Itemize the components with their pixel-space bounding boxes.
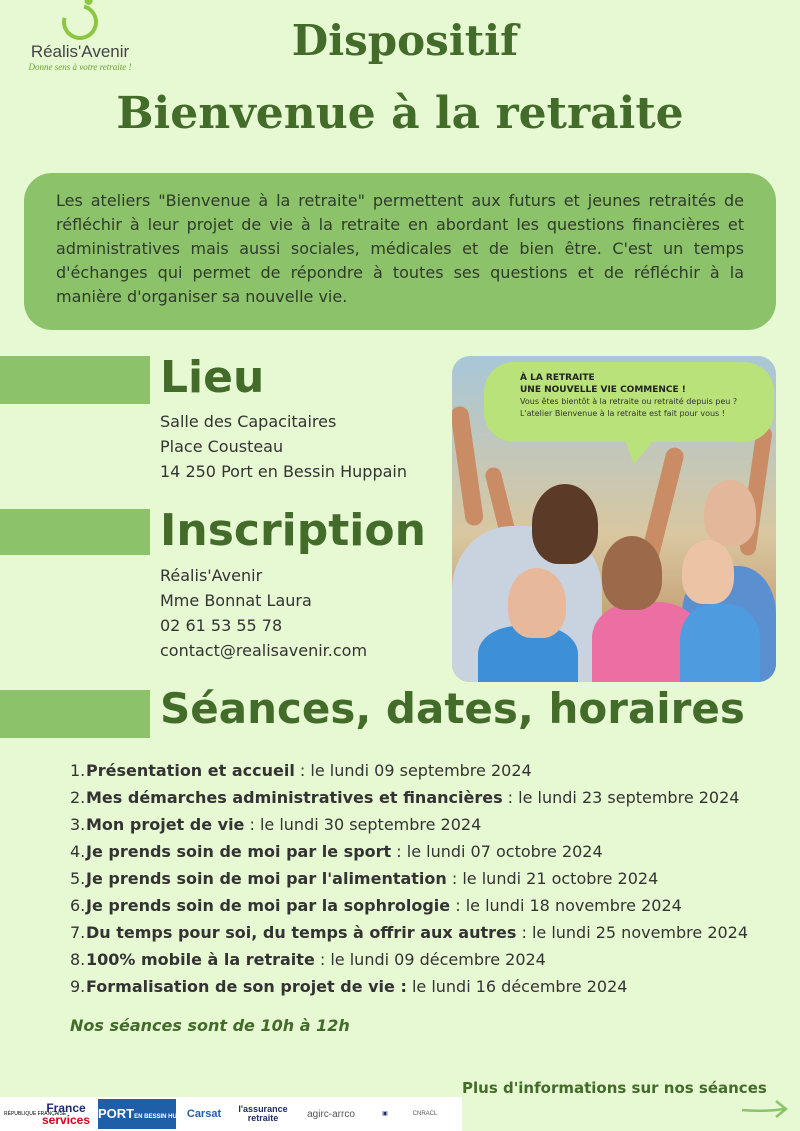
inscription-contact <box>160 563 367 663</box>
person-face <box>602 536 662 610</box>
lieu-line: Place Cousteau <box>160 437 284 456</box>
title-line-1: Dispositif <box>291 16 519 65</box>
bubble-heading: UNE NOUVELLE VIE COMMENCE ! <box>520 385 686 395</box>
session-item: 6.Je prends soin de moi par la sophrologie : le lundi 18 novembre 2024 <box>70 896 682 915</box>
lieu-accent-bar <box>0 356 150 404</box>
cnav-logo: ▣ <box>382 1110 388 1117</box>
session-item: 1.Présentation et accueil : le lundi 09 septembre 2024 <box>70 761 532 780</box>
lieu-line: 14 250 Port en Bessin Huppain <box>160 462 407 481</box>
seances-title: Séances, dates, horaires <box>160 684 745 733</box>
photo-speech-bubble <box>484 362 774 442</box>
bubble-text: L'atelier Bienvenue à la retraite est fait pour vous ! <box>520 409 725 418</box>
raised-arm <box>452 405 484 526</box>
retirees-photo <box>452 356 776 682</box>
bubble-text: Vous êtes bientôt à la retraite ou retraité depuis peu ? <box>520 397 738 406</box>
arrow-right-icon[interactable] <box>740 1098 790 1120</box>
lieu-address <box>160 409 407 484</box>
person-face <box>508 568 566 638</box>
person-face <box>704 480 756 546</box>
lieu-title: Lieu <box>160 352 265 403</box>
sessions-list <box>70 757 770 1000</box>
session-item: 3.Mon projet de vie : le lundi 30 septembre 2024 <box>70 815 482 834</box>
inscription-line: Réalis'Avenir <box>160 566 263 585</box>
contact-email-link[interactable]: contact@realisavenir.com <box>160 641 368 660</box>
seances-accent-bar <box>0 690 150 738</box>
republique-francaise-logo: RÉPUBLIQUE FRANÇAISE <box>4 1111 67 1117</box>
session-item: 4.Je prends soin de moi par le sport : le lundi 07 octobre 2024 <box>70 842 603 861</box>
person-face <box>682 540 734 604</box>
port-en-bessin-logo: PORTEN BESSIN HUPPAIN <box>98 1099 176 1129</box>
session-item: 7.Du temps pour soi, du temps à offrir aux autres : le lundi 25 novembre 2024 <box>70 923 749 942</box>
session-item: 2.Mes démarches administratives et financières : le lundi 23 septembre 2024 <box>70 788 740 807</box>
session-item: 5.Je prends soin de moi par l'alimentation : le lundi 21 octobre 2024 <box>70 869 659 888</box>
logo-name: Réalis'Avenir <box>30 42 130 61</box>
shirt <box>680 604 760 682</box>
intro-text: Les ateliers "Bienvenue à la retraite" permettent aux futurs et jeunes retraités de réfléchir à leur projet de vie à la retraite en abordant les questions financières et administratives mais aussi sociales, médicales et de bien être. C'est un temps d'échanges qui permet de répondre à toutes ses questions et de réfléchir à la manière d'organiser sa nouvelle vie. <box>24 173 776 330</box>
person-face <box>532 484 598 564</box>
inscription-title: Inscription <box>160 505 426 556</box>
more-info-link[interactable]: Plus d'informations sur nos séances <box>462 1079 767 1097</box>
agirc-arrco-logo: agirc-arrco <box>307 1108 355 1120</box>
lieu-line: Salle des Capacitaires <box>160 412 337 431</box>
title-line-2: Bienvenue à la retraite <box>116 88 684 139</box>
logo-tagline: Donne sens à votre retraite ! <box>28 62 132 72</box>
inscription-accent-bar <box>0 509 150 555</box>
partner-logos <box>0 1097 462 1131</box>
inscription-line: Mme Bonnat Laura <box>160 591 312 610</box>
session-hours: Nos séances sont de 10h à 12h <box>70 1016 350 1035</box>
bubble-heading: À LA RETRAITE <box>520 373 595 383</box>
assurance-retraite-logo: l'assurance retraite <box>238 1104 288 1123</box>
session-item: 9.Formalisation de son projet de vie : le lundi 16 décembre 2024 <box>70 977 628 996</box>
carsat-logo: Carsat <box>186 1107 222 1120</box>
france-services-logo: France services <box>41 1101 91 1127</box>
cnracl-logo: CNRACL <box>412 1110 438 1117</box>
session-item: 8.100% mobile à la retraite : le lundi 09 décembre 2024 <box>70 950 546 969</box>
inscription-line: 02 61 53 55 78 <box>160 616 283 635</box>
